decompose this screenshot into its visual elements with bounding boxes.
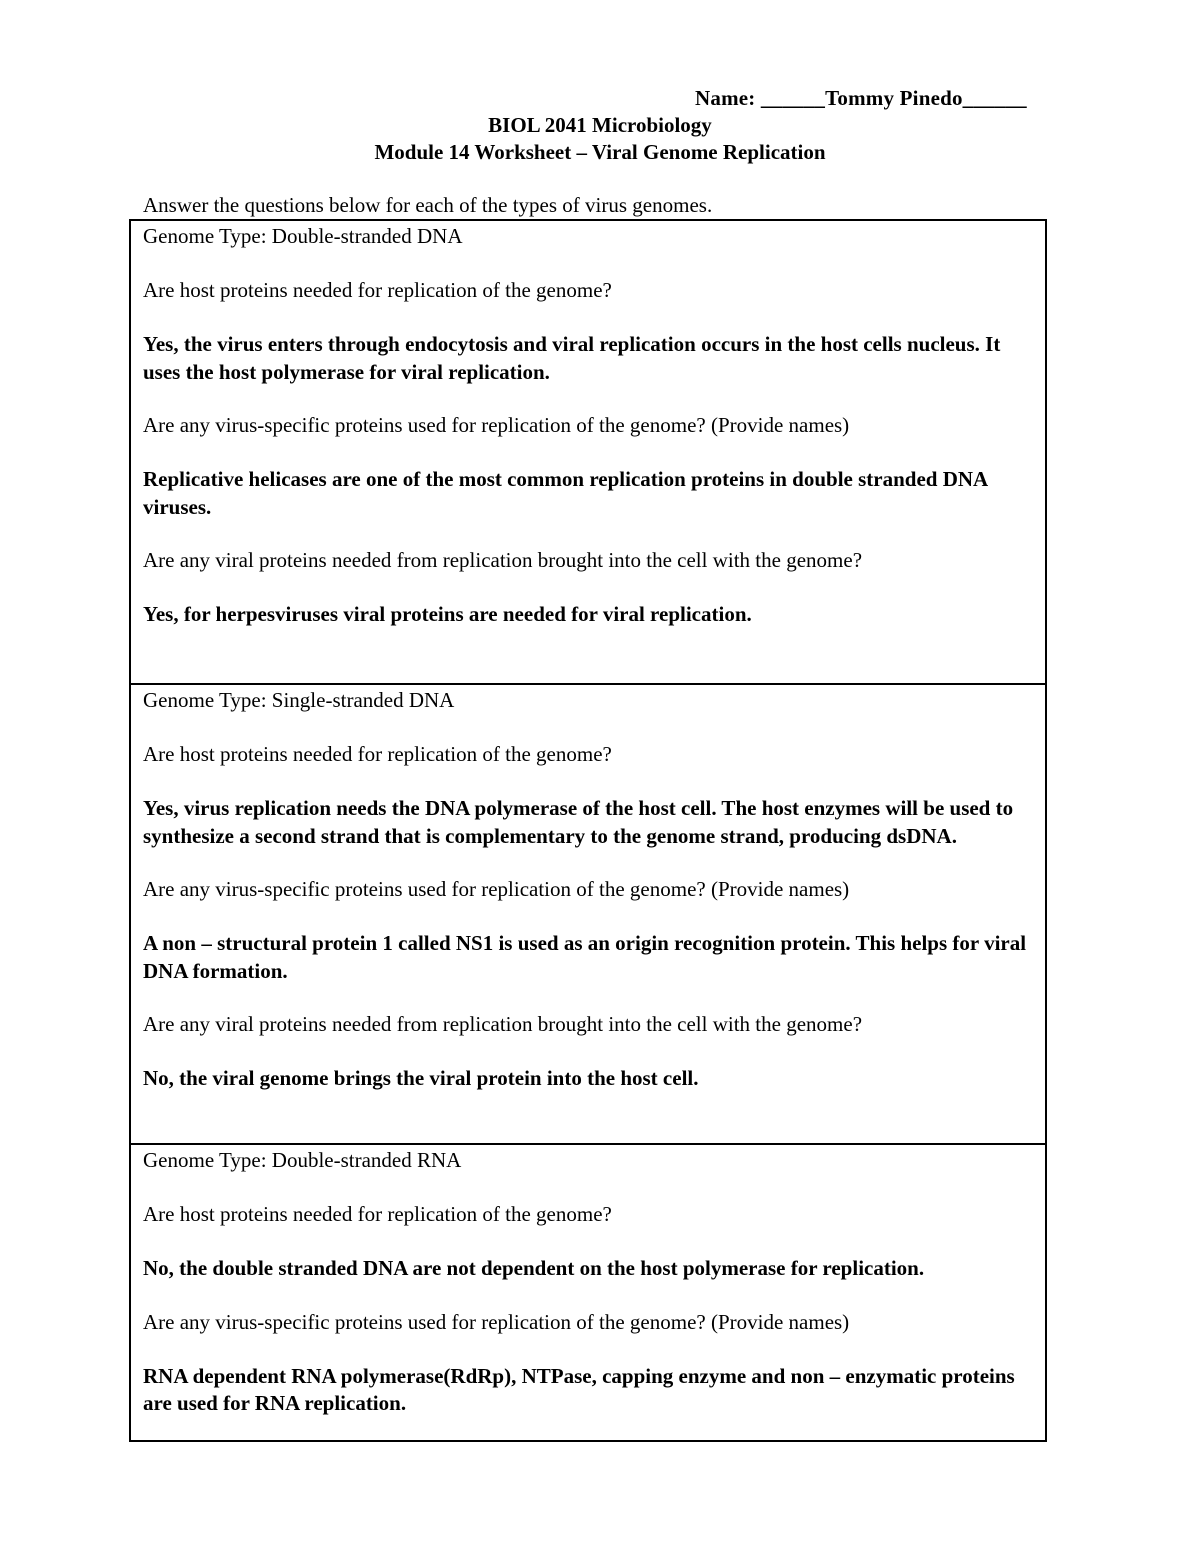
instructions: Answer the questions below for each of the types of virus genomes.: [143, 193, 713, 217]
answer-host-proteins: Yes, virus replication needs the DNA polymerase of the host cell. The host enzymes will be used to synthesize a second strand that is complementary to the genome strand, producing dsDNA.: [143, 796, 1014, 848]
question-viral-proteins-brought-in: Are any viral proteins needed from replication brought into the cell with the genome?: [143, 548, 863, 572]
question-virus-specific-proteins: Are any virus-specific proteins used for replication of the genome? (Provide names): [143, 877, 850, 901]
question-host-proteins: Are host proteins needed for replication of the genome?: [143, 1202, 612, 1226]
question-viral-proteins-brought-in: Are any viral proteins needed from replication brought into the cell with the genome?: [143, 1012, 863, 1036]
section-double-stranded-dna: [131, 221, 1045, 683]
answer-viral-proteins-brought-in: Yes, for herpesviruses viral proteins are needed for viral replication.: [143, 602, 752, 626]
genome-table: [129, 219, 1047, 1442]
question-host-proteins: Are host proteins needed for replication of the genome?: [143, 742, 612, 766]
section-double-stranded-rna: [131, 1143, 1045, 1440]
answer-viral-proteins-brought-in: No, the viral genome brings the viral protein into the host cell.: [143, 1066, 699, 1090]
question-virus-specific-proteins: Are any virus-specific proteins used for replication of the genome? (Provide names): [143, 1309, 850, 1334]
genome-type-label: Genome Type: Double-stranded RNA: [143, 1148, 462, 1172]
answer-virus-specific-proteins: RNA dependent RNA polymerase(RdRp), NTPase, capping enzyme and non – enzymatic proteins are used for RNA replication.: [143, 1363, 1015, 1415]
genome-type-label: Genome Type: Single-stranded DNA: [143, 688, 455, 712]
question-virus-specific-proteins: Are any virus-specific proteins used for replication of the genome? (Provide names): [143, 413, 850, 437]
question-host-proteins: Are host proteins needed for replication of the genome?: [143, 278, 612, 302]
genome-type-label: Genome Type: Double-stranded DNA: [143, 224, 463, 248]
answer-virus-specific-proteins: A non – structural protein 1 called NS1 is used as an origin recognition protein. This helps for viral DNA formation.: [143, 931, 1027, 983]
answer-virus-specific-proteins: Replicative helicases are one of the most common replication proteins in double stranded DNA viruses.: [143, 467, 988, 519]
section-single-stranded-dna: [131, 683, 1045, 1143]
course-title: BIOL 2041 Microbiology: [488, 113, 712, 137]
answer-host-proteins: Yes, the virus enters through endocytosis and viral replication occurs in the host cells nucleus. It uses the host polymerase for viral replication.: [143, 332, 1001, 384]
module-title: Module 14 Worksheet – Viral Genome Replication: [374, 140, 826, 164]
student-name-line: Name: ______Tommy Pinedo______: [695, 86, 1027, 110]
answer-host-proteins: No, the double stranded DNA are not dependent on the host polymerase for replication.: [143, 1256, 925, 1280]
